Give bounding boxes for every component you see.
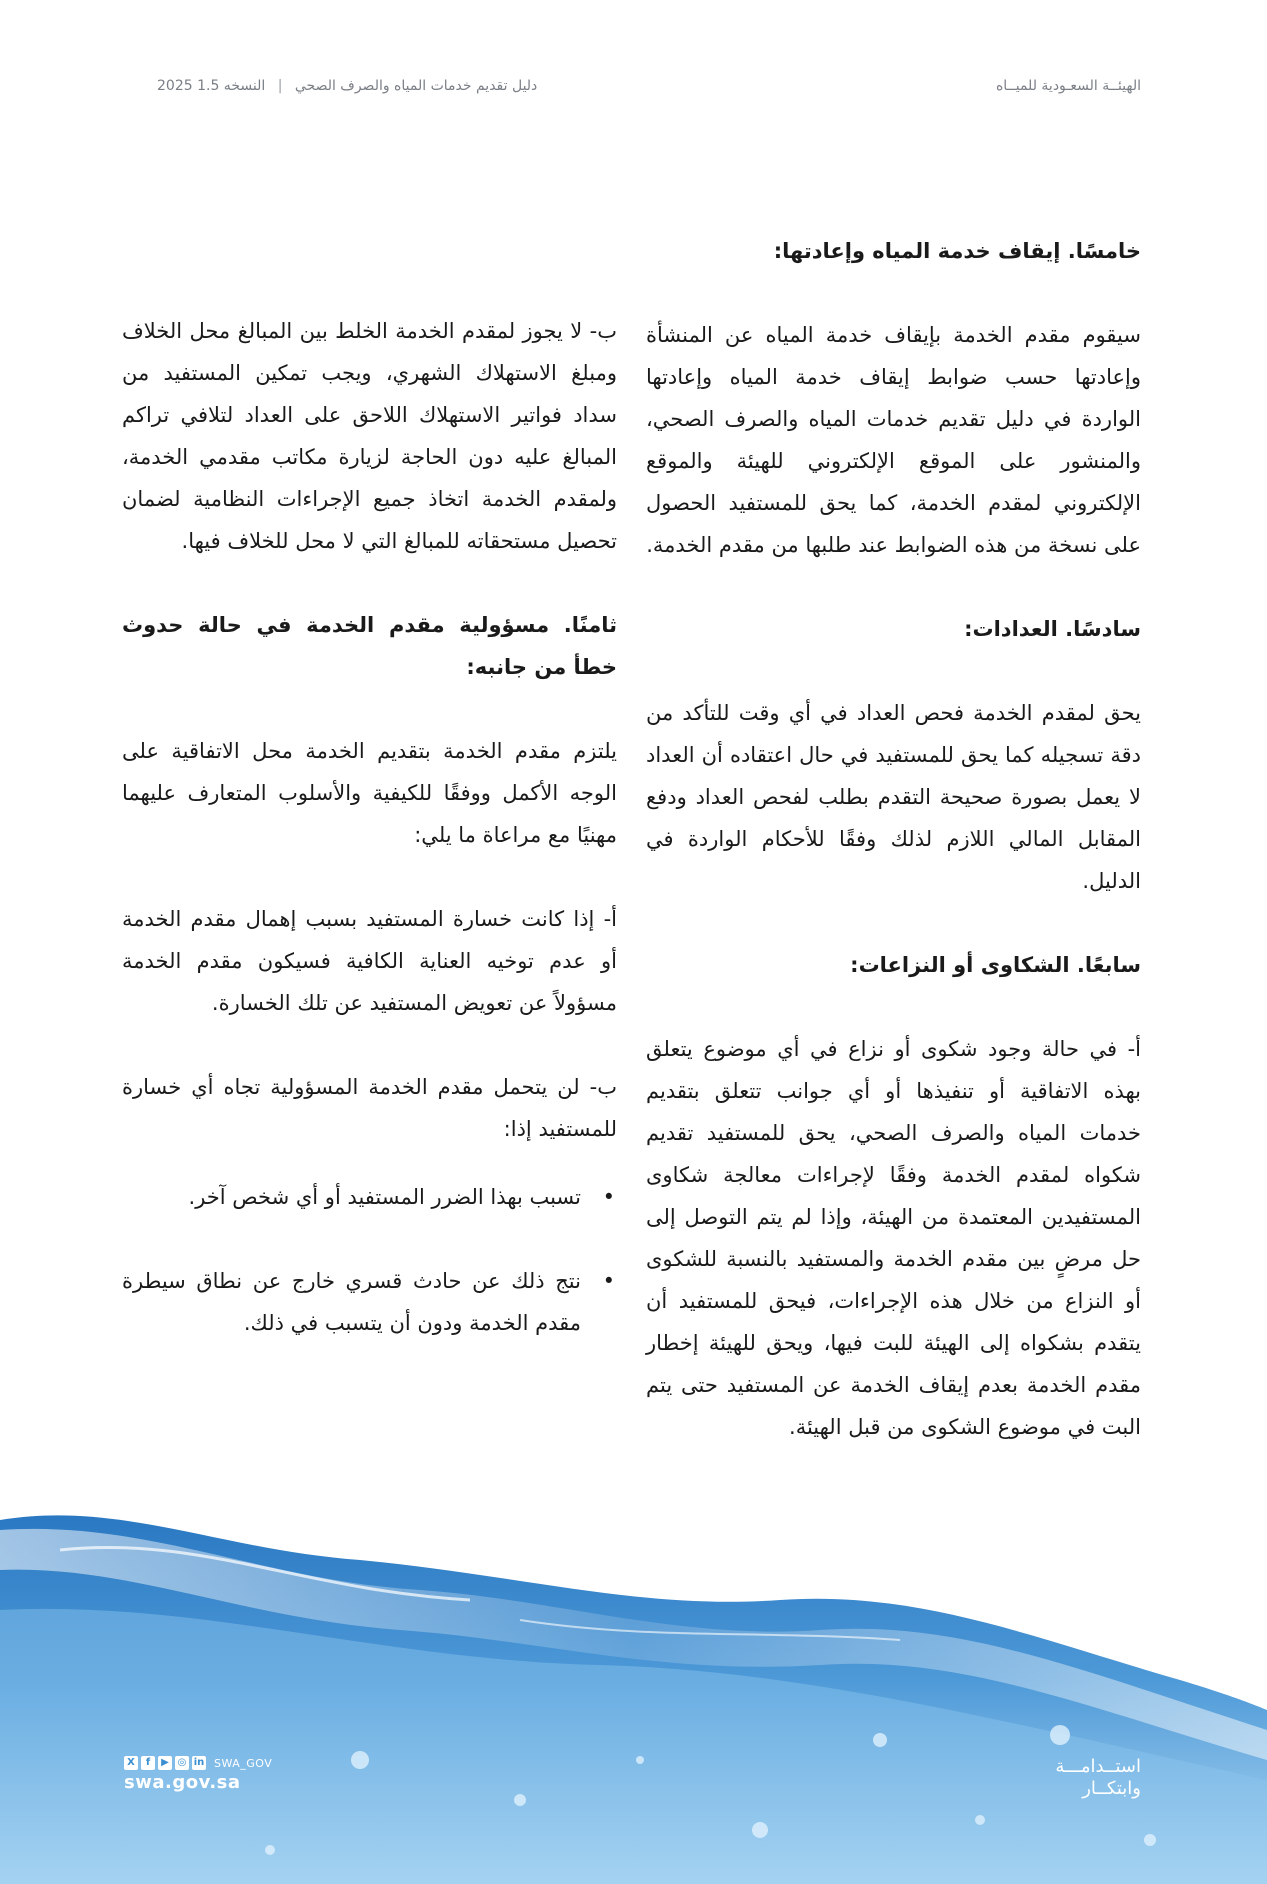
list-item-text: نتج ذلك عن حادث قسري خارج عن نطاق سيطرة مقدم الخدمة ودون أن يتسبب في ذلك.	[122, 1269, 581, 1335]
section8-item-b: ب- لن يتحمل مقدم الخدمة المسؤولية تجاه أي خسارة للمستفيد إذا:	[122, 1075, 617, 1141]
bullet-icon: •	[602, 1185, 615, 1209]
section8-item-a: أ- إذا كانت خسارة المستفيد بسبب إهمال مقدم الخدمة أو عدم توخيه العناية الكافية فسيكون مقدم الخدمة مسؤولاً عن تعويض المستفيد عن تلك الخسارة.	[122, 907, 617, 1015]
section8-intro: يلتزم مقدم الخدمة بتقديم الخدمة محل الاتفاقية على الوجه الأكمل ووفقًا للكيفية والأسلوب المتعارف عليهما مهنيًا مع مراعاة ما يلي:	[122, 739, 617, 847]
section6-heading: سادسًا. العدادات:	[964, 617, 1141, 641]
slogan-line-1: استــدامـــة	[1055, 1756, 1141, 1777]
section6-text: يحق لمقدم الخدمة فحص العداد في أي وقت للتأكد من دقة تسجيله كما يحق للمستفيد في حال اعتقاده أن العداد لا يعمل بصورة صحيحة التقدم بطلب لفحص العداد ودفع المقابل المالي اللازم لذلك وفقًا للأحكام الواردة في الدليل.	[646, 701, 1141, 893]
document-title: دليل تقديم خدمات المياه والصرف الصحي	[294, 78, 538, 94]
document-info	[157, 78, 537, 94]
section7-b-text: ب- لا يجوز لمقدم الخدمة الخلط بين المبالغ محل الخلاف ومبلغ الاستهلاك الشهري، ويجب تمكين المستفيد من سداد فواتير الاستهلاك اللاحق على العداد لتلافي تراكم المبالغ عليه دون الحاجة لزيارة مكاتب مقدمي الخدمة، ولمقدم الخدمة اتخاذ جميع الإجراءات النظامية لضمان تحصيل مستحقاته للمبالغ التي لا محل للخلاف فيها.	[122, 319, 617, 553]
social-handle: SWA_GOV	[214, 1756, 273, 1770]
list-item	[122, 1176, 615, 1218]
footer-slogan	[1055, 1756, 1141, 1800]
x-icon[interactable]: X	[124, 1756, 138, 1770]
bullet-icon: •	[602, 1269, 615, 1293]
list-item-text: تسبب بهذا الضرر المستفيد أو أي شخص آخر.	[188, 1185, 581, 1209]
social-links	[124, 1756, 272, 1770]
slogan-line-2: وابتكــار	[1082, 1778, 1141, 1799]
instagram-icon[interactable]: ◎	[175, 1756, 189, 1770]
list-item	[122, 1260, 615, 1344]
section5-heading: خامسًا. إيقاف خدمة المياه وإعادتها:	[773, 239, 1141, 263]
section7-text: أ- في حالة وجود شكوى أو نزاع في أي موضوع يتعلق بهذه الاتفاقية أو تنفيذها أو أي جوانب تتعلق بتقديم خدمات المياه والصرف الصحي، يحق للمستفيد تقديم شكواه لمقدم الخدمة وفقًا لإجراءات معالجة شكاوى المستفيدين المعتمدة من الهيئة، وإذا لم يتم التوصل إلى حل مرضٍ بين مقدم الخدمة والمستفيد بالنسبة للشكوى أو النزاع من خلال هذه الإجراءات، فيحق للمستفيد أن يتقدم بشكواه إلى الهيئة للبت فيها، ويحق للهيئة إخطار مقدم الخدمة بعدم إيقاف الخدمة عن المستفيد حتى يتم البت في موضوع الشكوى من قبل الهيئة.	[646, 1037, 1141, 1439]
section5-text: سيقوم مقدم الخدمة بإيقاف خدمة المياه عن المنشأة وإعادتها حسب ضوابط إيقاف خدمة المياه وإعادتها الواردة في دليل تقديم خدمات المياه والصرف الصحي، والمنشور على الموقع الإلكتروني للهيئة والموقع الإلكتروني لمقدم الخدمة، كما يحق للمستفيد الحصول على نسخة من هذه الضوابط عند طلبها من مقدم الخدمة.	[646, 323, 1141, 557]
document-version: النسخه 1.5 2025	[157, 78, 266, 94]
section7-heading: سابعًا. الشكاوى أو النزاعات:	[850, 953, 1141, 977]
water-wave-image	[0, 1490, 1267, 1884]
right-column	[646, 230, 1141, 1448]
conditions-list	[122, 1176, 617, 1344]
linkedin-icon[interactable]: in	[193, 1757, 205, 1768]
website-link[interactable]: swa.gov.sa	[124, 1772, 241, 1793]
facebook-icon[interactable]: f	[141, 1756, 155, 1770]
organization-name: الهيئــة السعـودية للميــاه	[995, 78, 1141, 94]
youtube-icon[interactable]: ▶	[158, 1756, 172, 1770]
left-column	[122, 310, 617, 1344]
page-header	[157, 78, 1141, 102]
header-separator: |	[277, 78, 283, 94]
footer-contact	[124, 1756, 272, 1793]
section8-heading: ثامنًا. مسؤولية مقدم الخدمة في حالة حدوث خطأ من جانبه:	[122, 613, 617, 679]
